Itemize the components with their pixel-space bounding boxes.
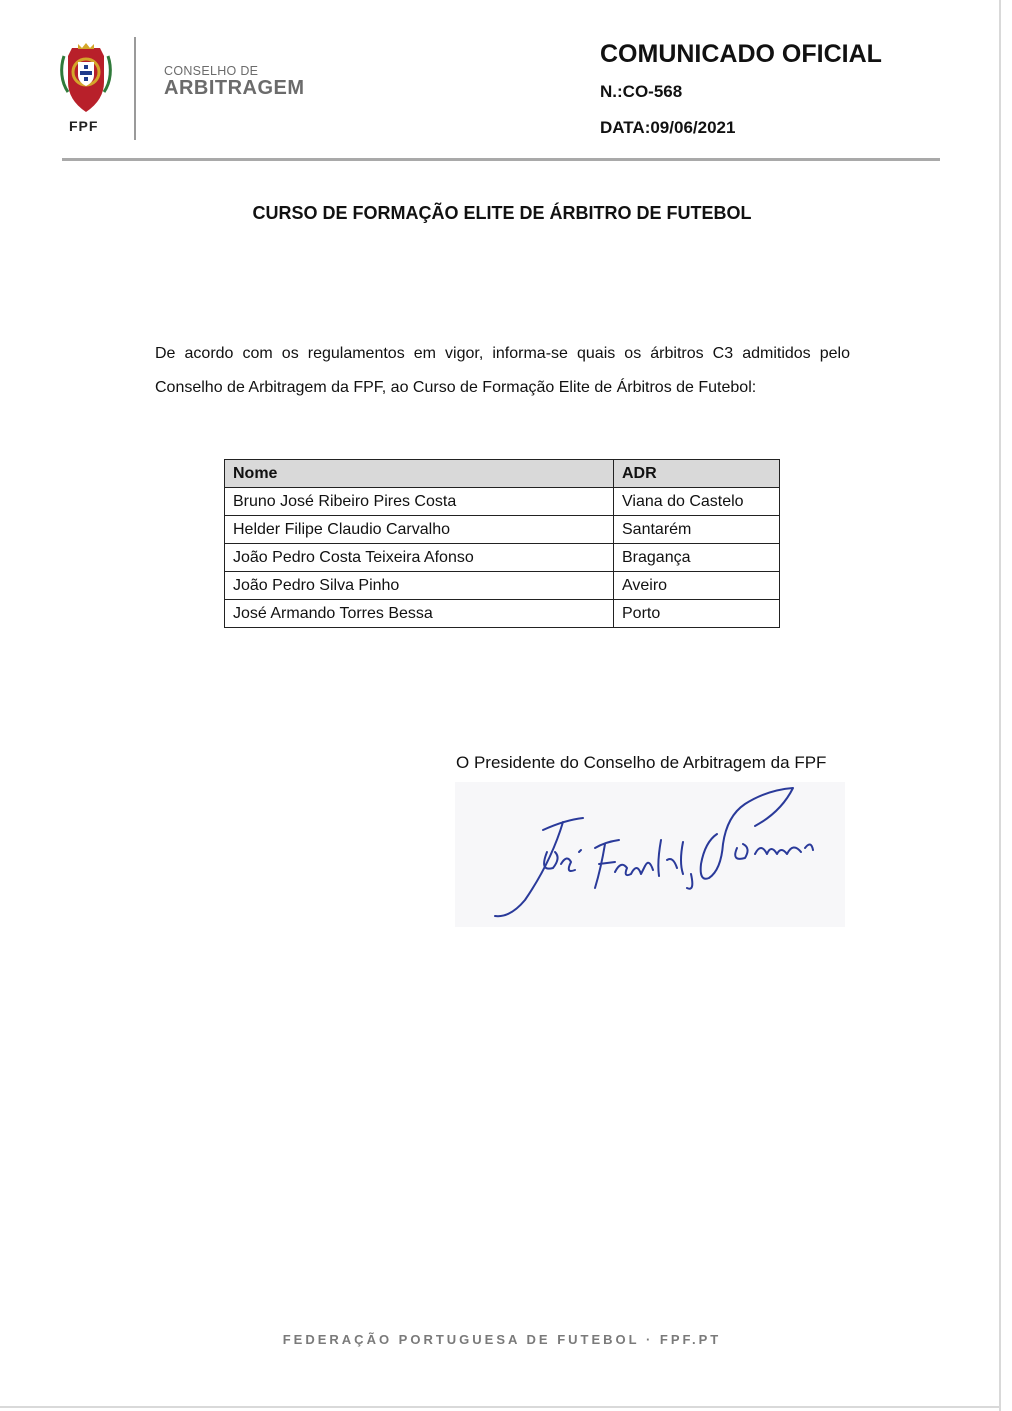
referee-name: Helder Filipe Claudio Carvalho [225,516,614,544]
logo-divider [134,37,136,140]
referee-name: Bruno José Ribeiro Pires Costa [225,488,614,516]
handwritten-signature [455,782,845,927]
referees-table [224,459,780,628]
table-header-row [225,460,780,488]
fpf-label: FPF [69,118,99,134]
president-title: O Presidente do Conselho de Arbitragem da FPF [456,753,827,772]
table-row [225,572,780,600]
referee-name: João Pedro Silva Pinho [225,572,614,600]
signature-image [455,782,845,927]
course-heading: CURSO DE FORMAÇÃO ELITE DE ÁRBITRO DE FUTEBOL [252,203,752,223]
intro-paragraph: De acordo com os regulamentos em vigor, informa-se quais os árbitros C3 admitidos pelo Conselho de Arbitragem da FPF, ao Curso de Formação Elite de Árbitros de Futebol: [155,345,850,396]
fpf-crest-logo [58,42,114,114]
table-row [225,600,780,628]
table-row [225,544,780,572]
header-divider [62,158,940,161]
referee-name: João Pedro Costa Teixeira Afonso [225,544,614,572]
referee-adr: Santarém [614,516,780,544]
column-header-adr: ADR [614,460,780,488]
footer-text: FEDERAÇÃO PORTUGUESA DE FUTEBOL · FPF.PT [282,1332,722,1347]
table-row [225,488,780,516]
referee-adr: Bragança [614,544,780,572]
document-title: COMUNICADO OFICIAL [600,40,882,68]
council-label-small: CONSELHO DE [164,64,259,78]
table-row [225,516,780,544]
column-header-name: Nome [225,460,614,488]
referee-name: José Armando Torres Bessa [225,600,614,628]
council-label-big: ARBITRAGEM [164,77,305,99]
referee-adr: Viana do Castelo [614,488,780,516]
page-edge-bottom [0,1406,1000,1408]
document-number: N.:CO-568 [600,82,683,101]
document-date: DATA:09/06/2021 [600,118,736,137]
referee-adr: Aveiro [614,572,780,600]
referee-adr: Porto [614,600,780,628]
